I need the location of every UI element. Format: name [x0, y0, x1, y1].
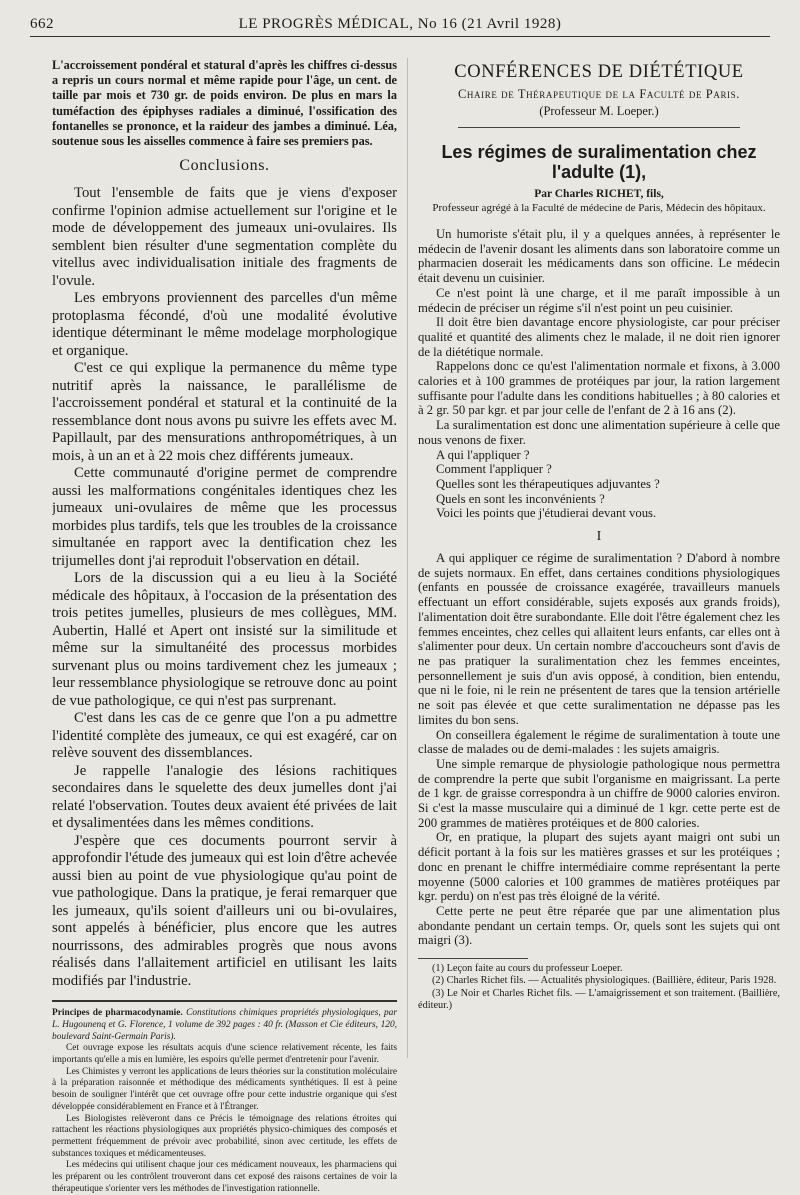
right-column	[418, 58, 780, 1012]
footnote: (1) Leçon faite au cours du professeur Loeper.	[432, 963, 623, 975]
right-paragraph: Ce n'est point là une charge, et il me paraît impossible à un médecin de préciser un régime s'il n'est point un peu cuisinier.	[418, 285, 780, 315]
question-line: A qui l'appliquer ?	[436, 447, 530, 462]
right-paragraph: Rappelons donc ce qu'est l'alimentation normale et fixons, à 3.000 calories et à 100 grammes de protéiques par jour, la ration largement suffisante pour l'adulte dans les conditions habituelles ; à 80 calories et à 2 gr. 50 par kgr. et par jour celle de l'enfant de 2 à 16 ans (2).	[418, 359, 780, 418]
left-paragraph: Lors de la discussion qui a eu lieu à la Société médicale des hôpitaux, à l'occasion de la présentation des trois petites jumelles, plusieurs de mes collègues, MM. Aubertin, Hallé et Apert ont insisté sur la similitude et même sur la simultanéité des processus morbides survenant plus ou moins tardivement chez les jumeaux ; leur ressemblance physiologique se retrouve donc au point de vue pathologique, ce qui n'est pas surprenant.	[52, 570, 397, 709]
intro-paragraph: L'accroissement pondéral et statural d'après les chiffres ci-dessus a repris un cours normal et même rapide pour l'âge, un cent. de taille par mois et 730 gr. de poids environ. De plus en mars la tuméfaction des épiphyses radiales a diminué, l'ossification des fontanelles se prononce, et la raideur des jambes a diminué. Léa, soutenue sous les aisselles commence à faire ses premiers pas.	[52, 58, 397, 149]
review-paragraph: Les Chimistes y verront les applications de leurs théories sur la constitution moléculaire à la préparation raisonnée et méthodique des médicaments synthétiques. Il est à peine besoin de souligner l'intérêt que cet ouvrage offre pour cette industrie organique qui s'est développée considérablement en France et à l'Étranger.	[52, 1066, 397, 1112]
section-paragraph: Une simple remarque de physiologie pathologique nous permettra de comprendre la perte que subit l'organisme en maigrissant. La perte de 1 kgr. de graisse correspondra à un chiffre de 9000 calories environ. Si c'est la masse musculaire qui a diminué de 1 kgr. cette perte est de 200 grammes de matières protéiques et de 800 calories.	[418, 756, 780, 830]
right-paragraph: La suralimentation est donc une alimentation supérieure à celle que nous venons de fixer.	[418, 418, 780, 447]
conclusions-heading: Conclusions.	[179, 157, 270, 175]
section-paragraph: On conseillera également le régime de suralimentation à toute une classe de malades ou de demi-malades : les sujets amaigris.	[418, 727, 780, 757]
left-paragraph: Cette communauté d'origine permet de comprendre aussi les malformations congénitales identiques chez les jumeaux uni-ovulaires de même que les processus morbides plus tardifs, tels que les troubles de la croissance simultanée en rapport avec la dentification chez les trijumelles dont j'ai reproduit l'observation en détail.	[52, 465, 397, 569]
book-review	[52, 1008, 397, 1195]
running-title: LE PROGRÈS MÉDICAL, No 16 (21 Avril 1928)	[238, 16, 562, 32]
left-paragraph: C'est dans les cas de ce genre que l'on a pu admettre l'identité complète des jumeaux, ce qui est exagéré, car on relève souvent des dissemblances.	[52, 710, 397, 762]
review-paragraph: Cet ouvrage expose les résultats acquis d'une science relativement récente, les faits importants qu'elle a mis en lumière, les espoirs qu'elle permet d'entretenir pour l'avenir.	[52, 1043, 397, 1066]
question-line: Comment l'appliquer ?	[436, 462, 552, 477]
left-column	[52, 58, 397, 1195]
right-paragraph: Un humoriste s'était plu, il y a quelques années, à représenter le médecin de l'avenir dosant les aliments dans son laboratoire comme un pharmacien doserait les médicaments dans son officine. Le médecin était devenu un cuisinier.	[418, 227, 780, 286]
page-header	[30, 14, 770, 37]
footnote: (3) Le Noir et Charles Richet fils. — L'amaigrissement et son traitement. (Baillière, éditeur.)	[418, 987, 780, 1011]
review-paragraph: Les Biologistes relèveront dans ce Précis le témoignage des relations étroites qui rattachent les réactions physiologiques aux propriétés physico-chimiques des composés et permettent fréquemment de prévoir avec probabilité, sinon avec certitude, les effets de substances toxiques et médicamenteuses.	[52, 1113, 397, 1159]
article-title: Les régimes de suralimentation chez l'adulte (1),	[441, 142, 757, 182]
section-number: I	[596, 529, 602, 545]
review-paragraph: Les médecins qui utilisent chaque jour ces médicament nouveaux, les pharmaciens qui les préparent ou les contrôlent trouveront dans cet exposé des raisons certaines de voir la thérapeutique s'orienter vers les méthodes de l'investigation rationnelle.	[52, 1160, 397, 1194]
chair-line: Chaire de Thérapeutique de la Faculté de Paris.	[457, 87, 740, 101]
section-paragraph: A qui appliquer ce régime de suralimentation ? D'abord à nombre de sujets normaux. En effet, dans certaines conditions physiologiques (enfants en poussée de croissance exagérée, travailleurs manuels effectuant un effort considérable, sujets exposés aux grands froids), l'alimentation doit être surabondante. Elle doit l'être également chez les femmes enceintes, chez celles qui allaitent leurs enfants, car elles ont à s'alimenter pour deux. Un certain nombre d'accoucheurs sont d'avis de ne pas pratiquer la suralimentation chez les femmes enceintes, personnellement je suis d'un avis opposé, à condition, bien entendu, que ni le foie, ni le rein ne présentent de tares que la tension artérielle ne soit pas élevée et que cette suralimentation ne dépasse pas les limites du bon sens.	[418, 551, 780, 727]
question-line: Quelles sont les thérapeutiques adjuvantes ?	[436, 476, 660, 491]
header-rule	[458, 127, 740, 128]
professor-line: (Professeur M. Loeper.)	[539, 104, 659, 118]
left-paragraph: J'espère que ces documents pourront servir à approfondir l'étude des jumeaux qui est loin d'être achevée aussi bien au point de vue physiologique qu'au point de vue pathologique. Dans la pratique, je ferai remarquer que les jumeaux, qu'ils soient d'ailleurs uni ou bi-ovulaires, sont appelés à bénéficier, plus encore que les autres nourrissons, des admirables progrès que nous avons réalisés dans l'allaitement artificiel en utilisant les laits modifiés par l'industrie.	[52, 832, 397, 989]
review-citation: Constitutions chimiques propriétés physiologiques, par L. Hugounenq et G. Florence, 1 volume de 392 pages : 40 fr. (Masson et Cie éditeurs, 120, boulevard Saint-Germain Paris).	[52, 1008, 397, 1042]
left-paragraph: Tout l'ensemble de faits que je viens d'exposer confirme l'opinion admise actuellement sur l'origine et le mode de développement des jumeaux uni-ovulaires. Ils semblent bien résulter d'une segmentation complète du vitellus avec individualisation initiale des fragments de l'ovule.	[52, 185, 397, 289]
article-author: Par Charles RICHET, fils,	[534, 188, 664, 200]
left-paragraph: Je rappelle l'analogie des lésions rachitiques secondaires dans le squelette des deux jumelles dont j'ai relaté l'observation. Toutes deux avaient été privées de lait et dysalimentées dans les mêmes conditions.	[52, 762, 397, 832]
section-paragraph: Cette perte ne peut être réparée que par une alimentation plus abondante pendant un certain temps. Or, quels sont les sujets qui ont maigri (3).	[418, 903, 780, 948]
right-paragraph: Il doit être bien davantage encore physiologiste, car pour préciser qualité et quantité des aliments chez le malade, il ne doit rien ignorer de la diététique normale.	[418, 315, 780, 359]
question-line: Quels en sont les inconvénients ?	[436, 491, 605, 506]
review-separator	[52, 1000, 397, 1002]
page-number: 662	[30, 16, 54, 32]
question-line: Voici les points que j'étudierai devant vous.	[436, 506, 657, 521]
left-paragraph: C'est ce qui explique la permanence du même type nutritif après la naissance, le parallélisme de l'accroissement pondéral et statural et la continuité de la ressemblance dont nous avons pu suivre les effets avec M. Papillault, par des mensurations anthropométriques, à un mois, à un an et à 22 mois chez différents jumeaux.	[52, 360, 397, 464]
left-paragraph: Les embryons proviennent des parcelles d'un même protoplasma fécondé, d'où une modalité évolutive identique déterminant le même modelage morphologique et organique.	[52, 290, 397, 359]
conference-title: CONFÉRENCES DE DIÉTÉTIQUE	[454, 62, 744, 82]
section-paragraph: Or, en pratique, la plupart des sujets ayant maigri ont subi un déficit portant à la fois sur les matières grasses et sur les protéiques ; donc en prenant le chiffre intermédiaire comme représentant la perte moyenne (5000 calories et 100 grammes de matières protéiques par kgr. perdu) on n'est pas très éloigné de la vérité.	[418, 830, 780, 904]
column-divider	[407, 58, 408, 1058]
review-title: Principes de pharmacodynamie.	[52, 1008, 183, 1019]
footnote: (2) Charles Richet fils. — Actualités physiologiques. (Baillière, éditeur, Paris 1928.	[432, 975, 777, 987]
author-role: Professeur agrégé à la Faculté de médecine de Paris, Médecin des hôpitaux.	[432, 202, 766, 214]
footnote-separator	[418, 958, 528, 959]
